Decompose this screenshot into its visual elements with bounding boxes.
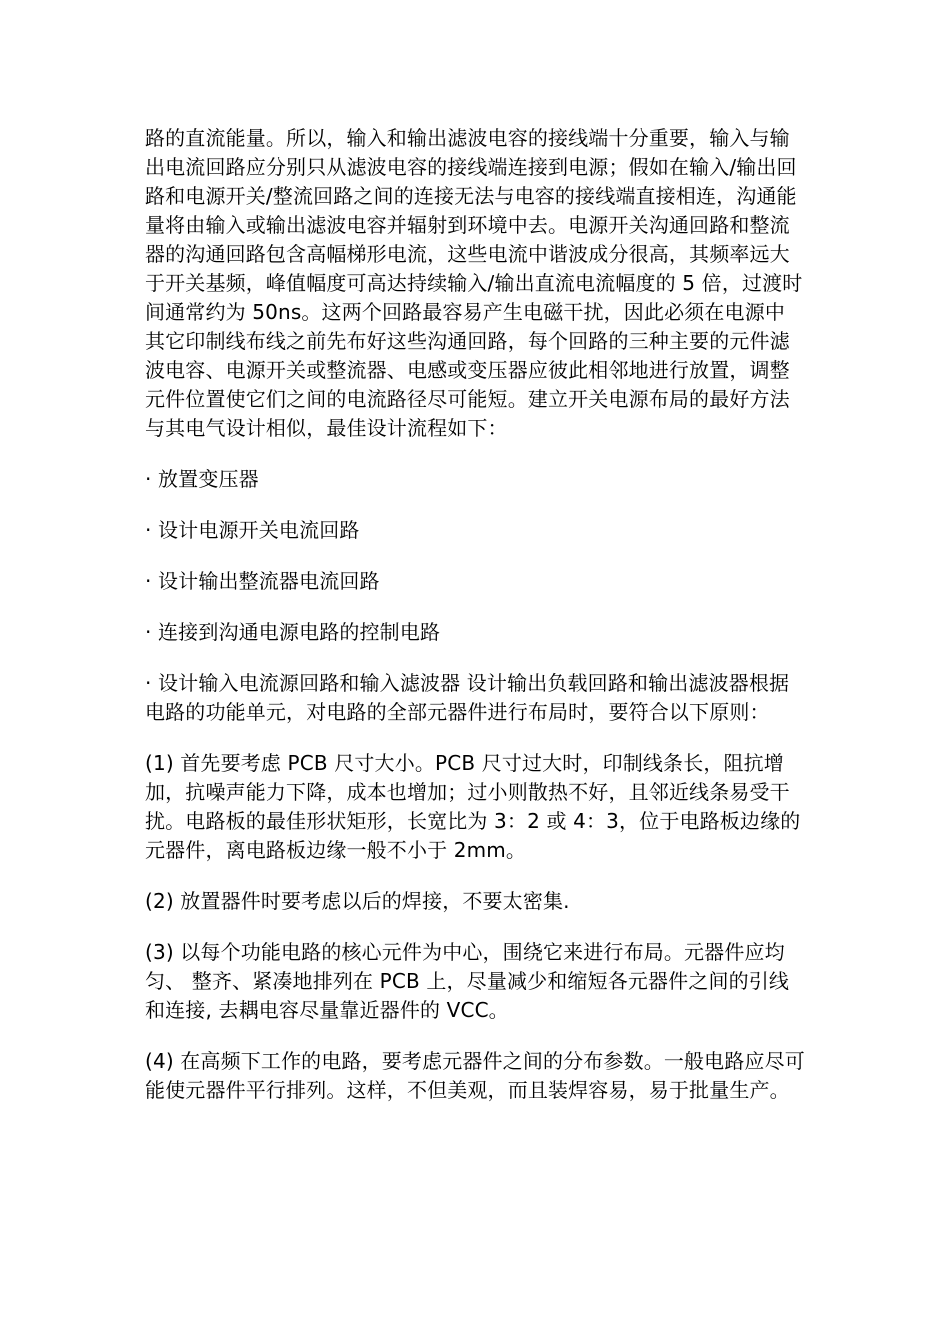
principle-4: (4) 在高频下工作的电路，要考虑元器件之间的分布参数。一般电路应尽可能使元器件平行排列。这样，不但美观，而且装焊容易，易于批量生产。 — [145, 1049, 805, 1102]
step-input-output-filter: · 设计输入电流源回路和输入滤波器 设计输出负载回路和输出滤波器根据电路的功能单元，对电路的全部元器件进行布局时，要符合以下原则： — [145, 671, 790, 724]
step-switch-loop: · 设计电源开关电流回路 — [145, 518, 360, 542]
principle-1: (1) 首先要考虑 PCB 尺寸大小。PCB 尺寸过大时，印制线条长，阻抗增加，抗噪声能力下降，成本也增加；过小则散热不好，且邻近线条易受干扰。电路板的最佳形状矩形，长宽比为 3：2 或 4：3，位于电路板边缘的元器件，离电路板边缘一般不小于 2mm。 — [145, 751, 801, 862]
step-control-circuit: · 连接到沟通电源电路的控制电路 — [145, 620, 441, 644]
step-rectifier-loop: · 设计输出整流器电流回路 — [145, 569, 380, 593]
document-page — [145, 124, 805, 1127]
principle-3: (3) 以每个功能电路的核心元件为中心，围绕它来进行布局。元器件应均匀、 整齐、紧凑地排列在 PCB 上，尽量减少和缩短各元器件之间的引线和连接, 去耦电容尽量靠近器件的 VCC。 — [145, 940, 790, 1022]
principle-2: (2) 放置器件时要考虑以后的焊接，不要太密集. — [145, 889, 570, 913]
intro-paragraph: 路的直流能量。所以，输入和输出滤波电容的接线端十分重要，输入与输出电流回路应分别只从滤波电容的接线端连接到电源；假如在输入/输出回路和电源开关/整流回路之间的连接无法与电容的接线端直接相连，沟通能量将由输入或输出滤波电容并辐射到环境中去。电源开关沟通回路和整流器的沟通回路包含高幅梯形电流，这些电流中谐波成分很高，其频率远大于开关基频，峰值幅度可高达持续输入/输出直流电流幅度的 5 倍，过渡时间通常约为 50ns。这两个回路最容易产生电磁干扰，因此必须在电源中其它印制线布线之前先布好这些沟通回路，每个回路的三种主要的元件滤波电容、电源开关或整流器、电感或变压器应彼此相邻地进行放置，调整元件位置使它们之间的电流路径尽可能短。建立开关电源布局的最好方法与其电气设计相似，最佳设计流程如下： — [145, 126, 803, 440]
step-place-transformer: · 放置变压器 — [145, 467, 259, 491]
